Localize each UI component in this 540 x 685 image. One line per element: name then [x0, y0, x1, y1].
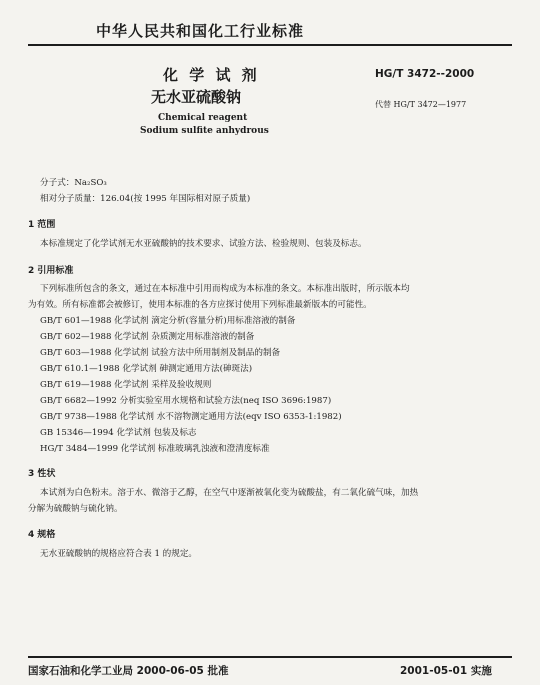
molecular-mass: 相对分子质量：126.04(按 1995 年国际相对原子质量)	[40, 194, 251, 204]
footer-rule	[28, 656, 512, 658]
reference-item: GB 15346—1994 化学试剂 包装及标志	[40, 428, 197, 438]
section-properties-heading: 3 性状	[28, 469, 56, 479]
standard-number: HG/T 3472--2000	[375, 68, 475, 80]
properties-line2: 分解为硫酸钠与硫化钠。	[28, 504, 123, 514]
title-en-line1: Chemical reagent	[158, 113, 248, 123]
reference-item: GB/T 602—1988 化学试剂 杂质测定用标准溶液的制备	[40, 332, 255, 342]
replaces-standard: 代替 HG/T 3472—1977	[375, 100, 467, 109]
section-scope-heading: 1 范围	[28, 220, 56, 230]
reference-item: GB/T 619—1988 化学试剂 采样及验收规则	[40, 380, 212, 390]
reference-item: GB/T 6682—1992 分析实验室用水规格和试验方法(neq ISO 3696:1987)	[40, 396, 332, 406]
reference-item: GB/T 610.1—1988 化学试剂 砷测定通用方法(砷斑法)	[40, 364, 253, 374]
title-en-line2: Sodium sulfite anhydrous	[140, 126, 269, 136]
effective-date: 2001-05-01 实施	[400, 665, 492, 677]
issue-date: 国家石油和化学工业局 2000-06-05 批准	[28, 665, 229, 677]
header-rule	[28, 44, 512, 46]
reference-item: GB/T 9738—1988 化学试剂 水不溶物测定通用方法(eqv ISO 6353-1:1982)	[40, 412, 342, 422]
molecular-formula: 分子式：Na₂SO₃	[40, 178, 107, 188]
title-cn-line1: 化 学 试 剂	[163, 66, 260, 84]
references-intro-line1: 下列标准所包含的条文，通过在本标准中引用而构成为本标准的条文。本标准出版时，所示版本均	[40, 284, 410, 294]
section-references-heading: 2 引用标准	[28, 266, 74, 276]
reference-item: GB/T 603—1988 化学试剂 试验方法中所用制剂及制品的制备	[40, 348, 281, 358]
references-intro-line2: 为有效。所有标准都会被修订，使用本标准的各方应探讨使用下列标准最新版本的可能性。	[28, 300, 372, 310]
title-cn-line2: 无水亚硫酸钠	[151, 88, 242, 106]
reference-item: GB/T 601—1988 化学试剂 滴定分析(容量分析)用标准溶液的制备	[40, 316, 296, 326]
section-requirements-text: 无水亚硫酸钠的规格应符合表 1 的规定。	[40, 549, 198, 559]
reference-item: HG/T 3484—1999 化学试剂 标准玻璃乳浊液和澄清度标准	[40, 444, 270, 454]
section-requirements-heading: 4 规格	[28, 530, 56, 540]
section-scope-text: 本标准规定了化学试剂无水亚硫酸钠的技术要求、试验方法、检验规则、包装及标志。	[40, 239, 367, 249]
org-title: 中华人民共和国化工行业标准	[96, 22, 305, 40]
properties-line1: 本试剂为白色粉末。溶于水、微溶于乙醇，在空气中逐渐被氧化变为硫酸盐，有二氧化硫气味，加热	[40, 488, 419, 498]
